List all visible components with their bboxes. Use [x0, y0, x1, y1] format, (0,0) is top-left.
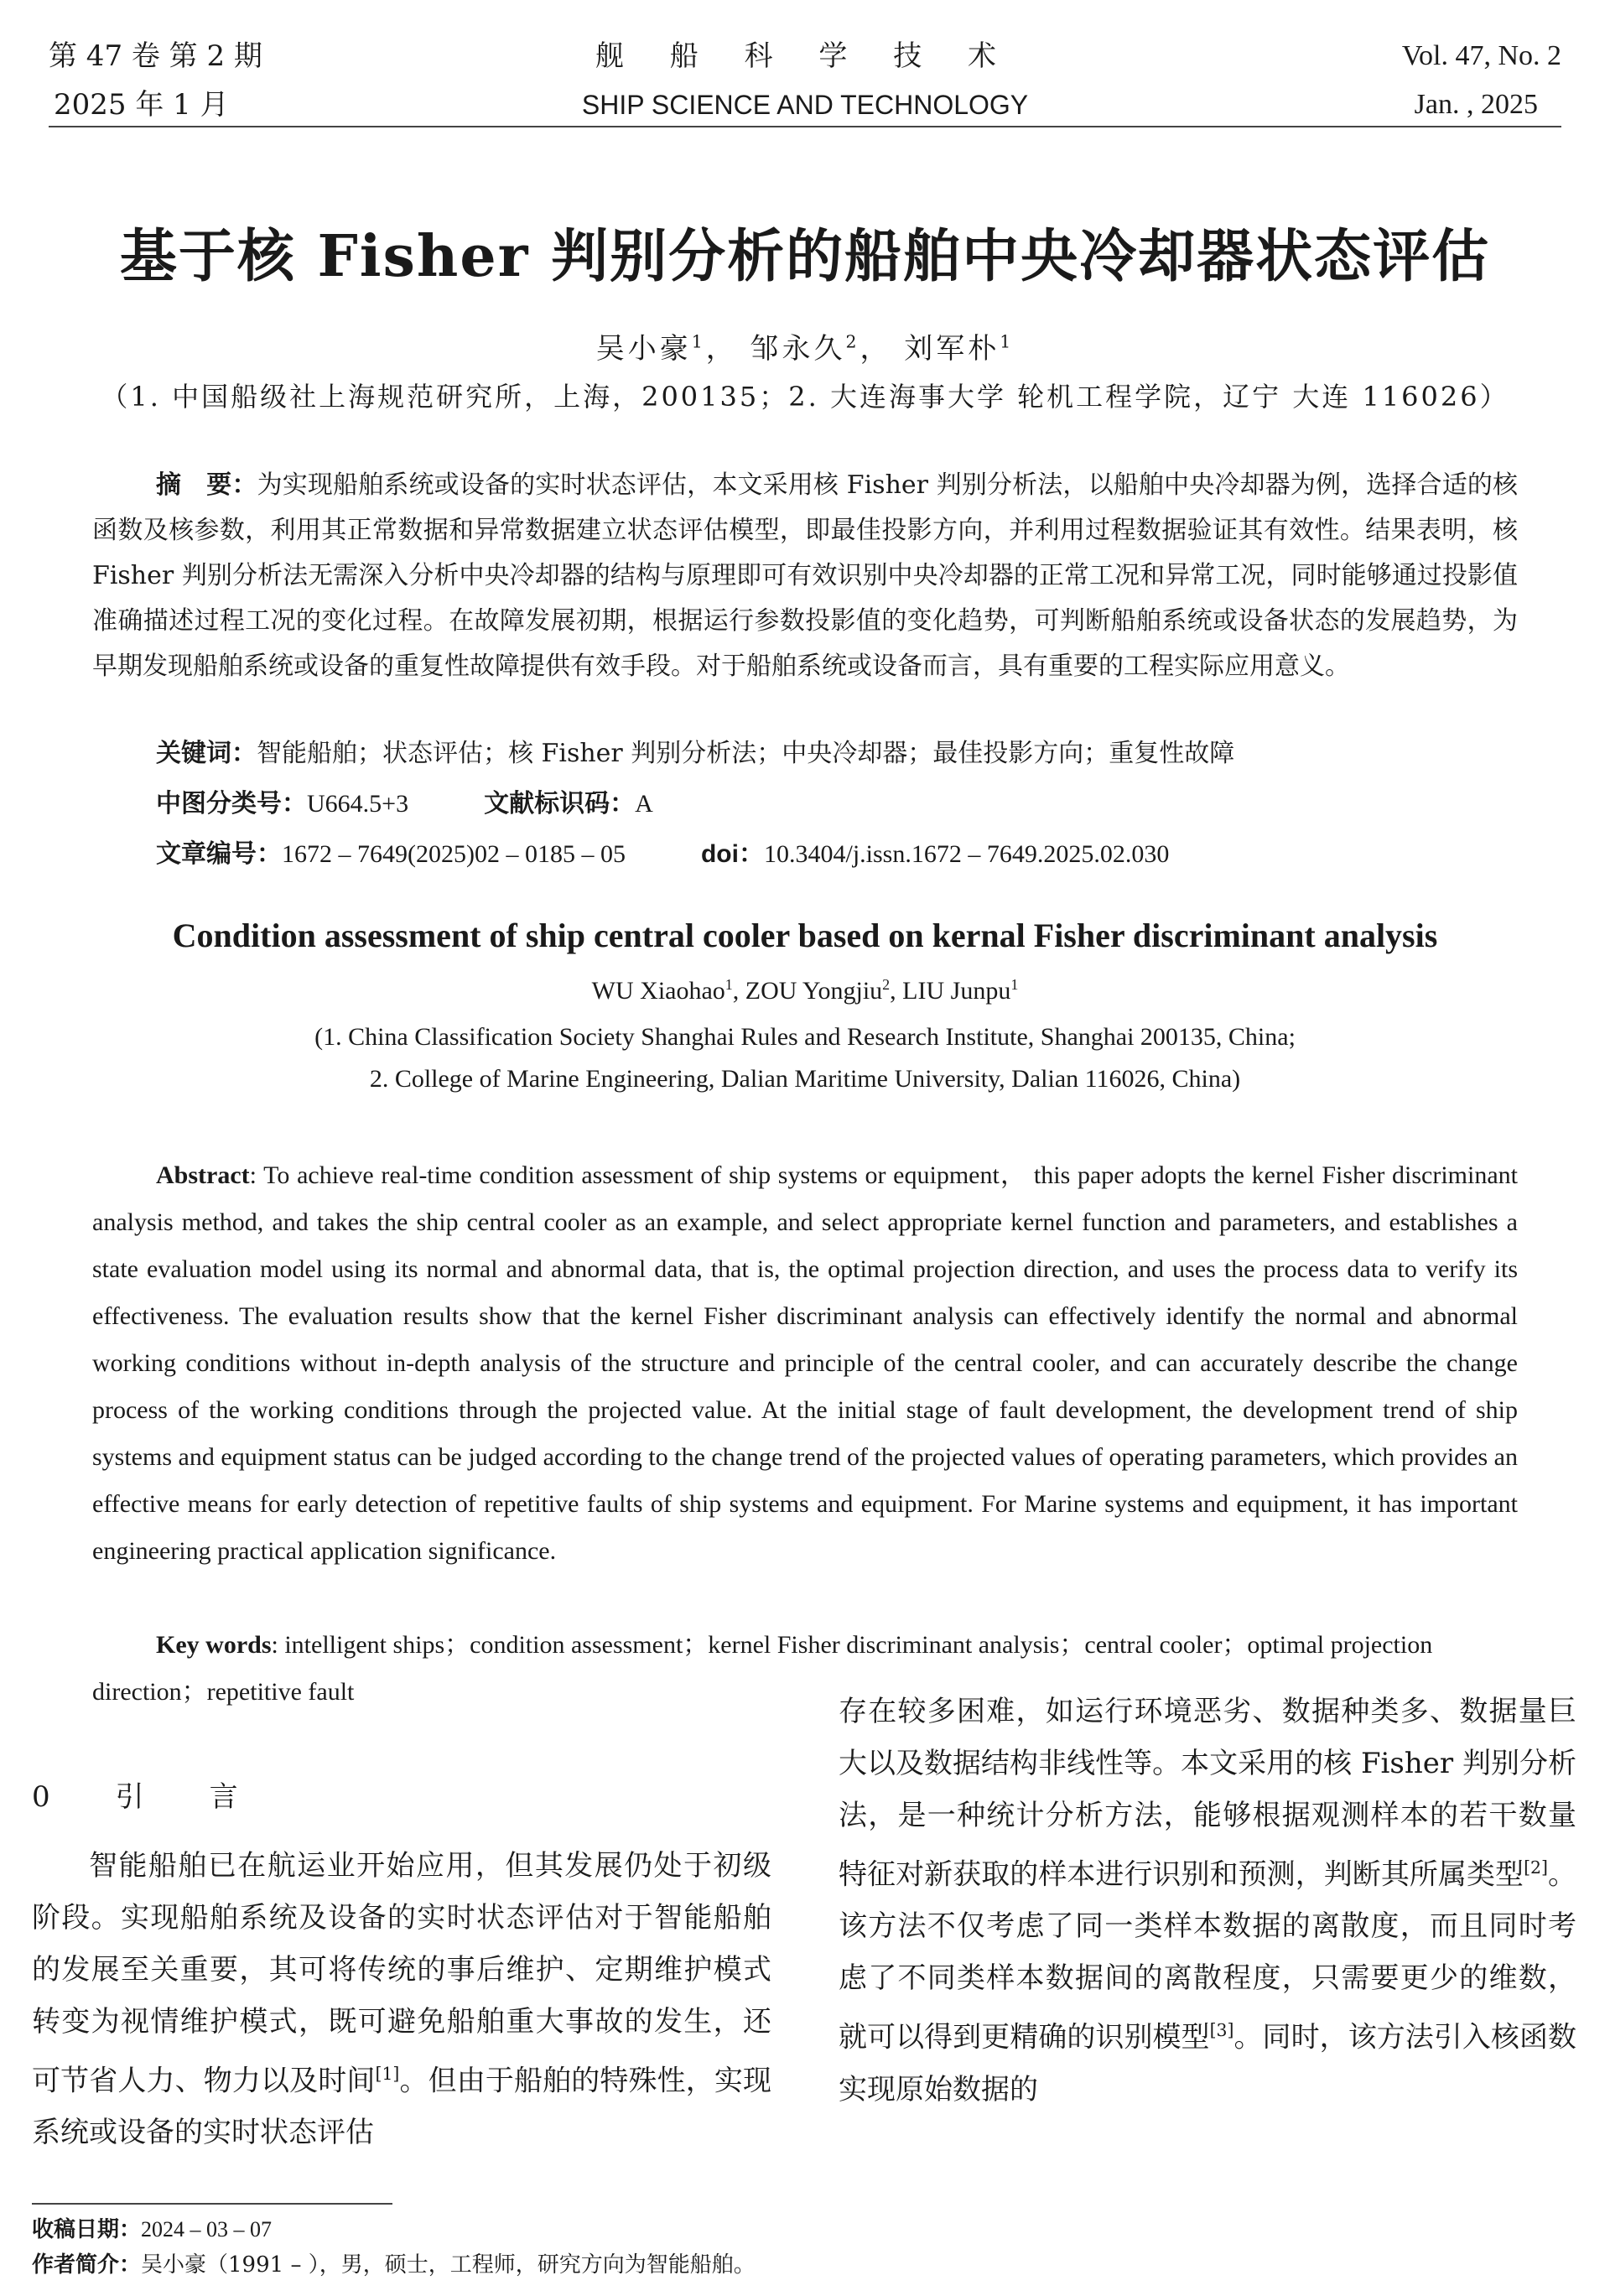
body-left-column: [32, 1771, 771, 2158]
citation-mark: [3]: [1209, 2020, 1234, 2041]
article-id-value: 1672 – 7649(2025)02 – 0185 – 05: [282, 840, 626, 868]
date-cn: 2025 年 1 月: [54, 88, 229, 122]
issue-en: Vol. 47, No. 2: [1401, 40, 1561, 71]
author-list-en: WU Xiaohao$^1$, ZOU Yongjiu$^2$, LIU Junpu$^1$: [591, 976, 1019, 1005]
journal-title-cn: 舰 船 科 学 技 术: [595, 39, 1015, 73]
author-name: 吴小豪: [595, 332, 692, 366]
affiliation-en-line-1: (1. China Classification Society Shanghai Rules and Research Institute, Shanghai 200135, China;: [314, 1023, 1296, 1051]
abstract-en-text: : To achieve real-time condition assessment of ship systems or equipment， this paper adopts the kernel Fisher discriminant analysis method, and takes the ship central cooler as an example, and select appropriate kernel function and parameters, and establishes a state evaluation model using its normal and abnormal data, that is, the optimal projection direction, and uses the process data to verify its effectiveness. The evaluation results show that the kernel Fisher discriminant analysis can effectively identify the normal and abnormal working conditions without in-depth analysis of the structure and principle of the central cooler, and can accurately describe the change process of the working conditions through the projected value. At the initial stage of fault development, the development trend of ship systems and equipment status can be judged according to the change trend of the projected values of operating parameters, which provides an effective means for early detection of repetitive faults of ship systems and equipment. For Marine systems and equipment, it has important engineering practical application significance.: [92, 1161, 1518, 1565]
author-affiliation-mark: 1: [691, 331, 706, 352]
footnote-received: [32, 2212, 272, 2247]
article-id-label: 文章编号：: [156, 840, 282, 868]
author-name-en: LIU Junpu: [902, 977, 1011, 1005]
section-heading-intro: 0 引 言: [32, 1780, 257, 1814]
author-name-en: ZOU Yongjiu: [745, 977, 883, 1005]
doi-value: 10.3404/j.issn.1672 – 7649.2025.02.030: [763, 840, 1170, 868]
body-text: 存在较多困难，如运行环境恶劣、数据种类多、数据量巨大以及数据结构非线性等。本文采用的核 Fisher 判别分析法，是一种统计分析方法，能够根据观测样本的若干数量特征对新获取的样本进行识别和预测，判断其所属类型: [839, 1695, 1576, 1892]
abstract-en: [92, 1152, 1518, 1575]
citation-mark: [1]: [375, 2064, 400, 2084]
abstract-cn: [92, 463, 1518, 689]
body-text: 。但由于船舶的特殊性，实现系统或设备的实时状态评估: [32, 2064, 772, 2150]
footnote-author-bio: [32, 2247, 756, 2282]
header-right: [1402, 32, 1561, 129]
body-text: 。该方法不仅考虑了同一类样本数据的离散度，而且同时考虑了不同类样本数据间的离散程度，只需要更少的维数，就可以得到更精确的识别模型: [839, 1857, 1577, 2054]
keywords-cn: [156, 731, 1518, 777]
author-list-cn: 吴小豪$^1$， 邹永久$^2$， 刘军朴$^1$: [595, 331, 1015, 366]
doc-code-label: 文献标识码：: [484, 790, 636, 818]
body-text: 智能船舶已在航运业开始应用，但其发展仍处于初级阶段。实现船舶系统及设备的实时状态评估对于智能船舶的发展至关重要，其可将传统的事后维护、定期维护模式转变为视情维护模式，既可避免船舶重大事故的发生，还可节省人力、物力以及时间: [32, 1849, 771, 2098]
abstract-en-label: Abstract: [156, 1161, 250, 1189]
doc-code-value: A: [635, 790, 653, 818]
abstract-cn-text: 为实现船舶系统或设备的实时状态评估，本文采用核 Fisher 判别分析法，以船舶中央冷却器为例，选择合适的核函数及核参数，利用其正常数据和异常数据建立状态评估模型，即最佳投影方向，并利用过程数据验证其有效性。结果表明，核 Fisher 判别分析法无需深入分析中央冷却器的结构与原理即可有效识别中央冷却器的正常工况和异常工况，同时能够通过投影值准确描述过程工况的变化过程。在故障发展初期，根据运行参数投影值的变化趋势，可判断船舶系统或设备状态的发展趋势，为早期发现船舶系统或设备的重复性故障提供有效手段。对于船舶系统或设备而言，具有重要的工程实际应用意义。: [92, 470, 1519, 681]
footnote-rule: [32, 2203, 392, 2205]
author-affiliation-mark: 1: [724, 976, 733, 993]
author-affiliation-mark: 2: [845, 331, 860, 352]
received-label: 收稿日期：: [32, 2216, 142, 2241]
author-name: 邹永久: [750, 332, 846, 366]
keywords-en-text: : intelligent ships；condition assessment；kernel Fisher discriminant analysis；central cooler；optimal projection direction；repetitive fault: [92, 1631, 1433, 1706]
affiliation-cn: （1. 中国船级社上海规范研究所，上海，200135；2. 大连海事大学 轮机工程学院，辽宁 大连 116026）: [101, 381, 1509, 413]
journal-title-en: SHIP SCIENCE AND TECHNOLOGY: [581, 90, 1029, 120]
header-rule: [49, 126, 1561, 127]
header-center: [49, 32, 1561, 129]
author-bio-label: 作者简介：: [32, 2252, 142, 2277]
keywords-en-label: Key words: [156, 1631, 272, 1659]
article-id-line: [156, 832, 1518, 877]
clc-label: 中图分类号：: [156, 790, 307, 818]
author-affiliation-mark: 1: [1000, 331, 1015, 352]
abstract-cn-label: 摘 要：: [156, 471, 257, 499]
clc-value: U664.5+3: [307, 790, 409, 818]
affiliation-en-line-2: 2. College of Marine Engineering, Dalian Maritime University, Dalian 116026, China): [369, 1065, 1241, 1093]
keywords-cn-text: 智能船舶；状态评估；核 Fisher 判别分析法；中央冷却器；最佳投影方向；重复性故障: [257, 739, 1235, 768]
citation-mark: [2]: [1524, 1857, 1548, 1878]
received-date: 2024 – 03 – 07: [141, 2217, 273, 2241]
classification-cn: [156, 782, 1518, 827]
doi-label: doi：: [700, 840, 764, 868]
paper-title-cn: 基于核 Fisher 判别分析的船舶中央冷却器状态评估: [119, 223, 1491, 290]
author-name-en: WU Xiaohao: [591, 977, 725, 1005]
author-bio-text: 吴小豪（1991 – ），男，硕士，工程师，研究方向为智能船舶。: [141, 2252, 756, 2278]
body-text: 。同时，该方法引入核函数实现原始数据的: [839, 2020, 1577, 2106]
author-name: 刘军朴: [904, 332, 1000, 366]
date-en: Jan. , 2025: [1414, 89, 1538, 120]
body-right-column: [839, 1686, 1576, 2116]
author-affiliation-mark: 2: [882, 976, 891, 993]
running-header: [49, 32, 1561, 124]
paper-title-en: Condition assessment of ship central cooler based on kernal Fisher discriminant analysis: [172, 917, 1438, 954]
body-paragraph: [32, 1840, 771, 2158]
issue-cn: 第 47 卷 第 2 期: [49, 39, 262, 73]
keywords-cn-label: 关键词：: [156, 740, 257, 767]
author-affiliation-mark: 1: [1010, 976, 1019, 993]
